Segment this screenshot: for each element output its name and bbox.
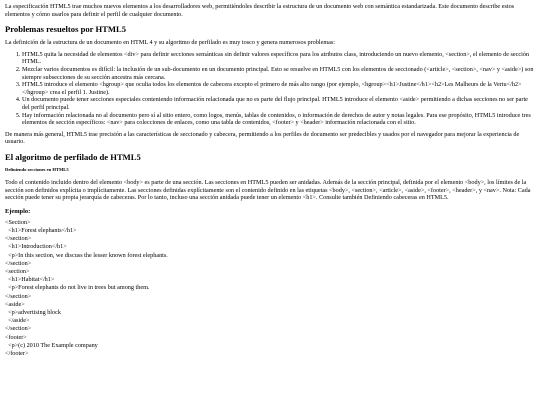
code-line: <p>(c) 2010 The Example company — [5, 341, 98, 349]
code-line: </section> — [5, 235, 32, 243]
code-example — [5, 219, 535, 358]
intro-paragraph: La especificación HTML5 trae muchos nuevos elementos a los desarrolladores web, permitiéndoles describir la estructura de un documento web con semántica estandarizada. Este documento describe estos elementos y cómo usarlos para definir el perfil de cualquier documento. — [5, 3, 515, 18]
problems-lead-paragraph: La definición de la estructura de un documento en HTML 4 y su algoritmo de perfilado es muy tosco y genera numerosos problemas: — [5, 39, 336, 47]
code-line: <aside> — [5, 300, 25, 308]
code-line: <h1>Forest elephants</h1> — [5, 226, 77, 234]
code-line: </section> — [5, 325, 32, 333]
list-item: 1. HTML5 quita la necesidad de elementos <div> para definir secciones semánticas sin definir valores específicos para los atributos class, introduciendo un nuevo elemento, <section>, el elemento de sección HTML. — [22, 51, 535, 66]
problems-list — [5, 51, 535, 127]
code-line: <h1>Habitat</h1> — [5, 276, 55, 284]
list-item: 5. Hay información relacionada no al documento pero sí al sitio entero, como logos, menús, tablas de contenidos, o información de derechos de autor y notas legales. Para ese propósito, HTML5 introduce tres elementos de sección específicos: <nav> para colecciones de enlaces, como una tabla de contenidos, <footer> y <header> información relacionada con el sitio. — [22, 112, 535, 127]
code-line: <p>advertising block — [5, 308, 61, 316]
list-item: 2. Mezclar varios documentos es difícil: la inclusión de un sub-documento en un documento principal. Esto se resuelve en HTML5 con los elementos de seccionado (<article>, <section>, <nav> y <aside>) son siempre subsecciones de su sección ancestra más cercana. — [22, 66, 535, 81]
code-line: <section> — [5, 267, 30, 275]
code-line: </section> — [5, 259, 32, 267]
section-heading-algorithm: El algoritmo de perfilado de HTML5 — [5, 151, 141, 162]
code-line: <h1>Introduction</h1> — [5, 243, 67, 251]
subheading-defining-sections: Definiendo secciones en HTML5 — [5, 166, 69, 172]
code-line: <p>In this section, we discuss the lesser known forest elephants. — [5, 251, 168, 259]
code-line: </footer> — [5, 349, 29, 357]
code-line: </section> — [5, 292, 32, 300]
code-line: <p>Forest elephants do not live in trees but among them. — [5, 284, 150, 292]
code-line: <Section> — [5, 218, 31, 226]
list-item: 3. HTML5 introduce el elemento <hgroup> que oculta todos los elementos de cabecera excepto el primero de más alto rango (por ejemplo, <hgroup><h1>Justine</h1><h2>Les Malheurs de la Vertu</h2></hgroup> crea el perfil 1. Justine). — [22, 81, 535, 96]
code-line: <footer> — [5, 333, 27, 341]
list-item: 4. Un documento puede tener secciones especiales conteniendo información relacionada que no es parte del flujo principal. HTML5 introduce el elemento <aside> permitiendo a dichas secciones no ser parte del perfil principal. — [22, 96, 535, 111]
section-heading-problems: Problemas resueltos por HTML5 — [5, 24, 127, 35]
code-line: </aside> — [5, 317, 30, 325]
problems-closing-paragraph: De manera más general, HTML5 trae precisión a las características de seccionado y cabecera, permitiendo a los perfiles de documento ser predecibles y usados por el navegador para mejorar la experiencia de usuario. — [5, 130, 520, 146]
defining-sections-paragraph: Todo el contenido incluido dentro del elemento <body> es parte de una sección. Las secciones en HTML5 pueden ser anidadas. Además de la sección principal, definida por el elemento <body>, los límites de la sección son definidos explícita o implícitamente. Las secciones definidas explícitamente son el contenido definido en las etiquetas <body>, <section>, <article>, <aside>, <footer>, <header>, y <nav>. Nota: Cada sección puede tener su propia jerarquía de cabeceras. Por lo tanto, incluso una sección anidada puede tener un elemento <h1>. Consulte también Definiendo cabeceras en HTML5. — [5, 178, 531, 202]
example-label: Ejemplo: — [5, 207, 31, 215]
